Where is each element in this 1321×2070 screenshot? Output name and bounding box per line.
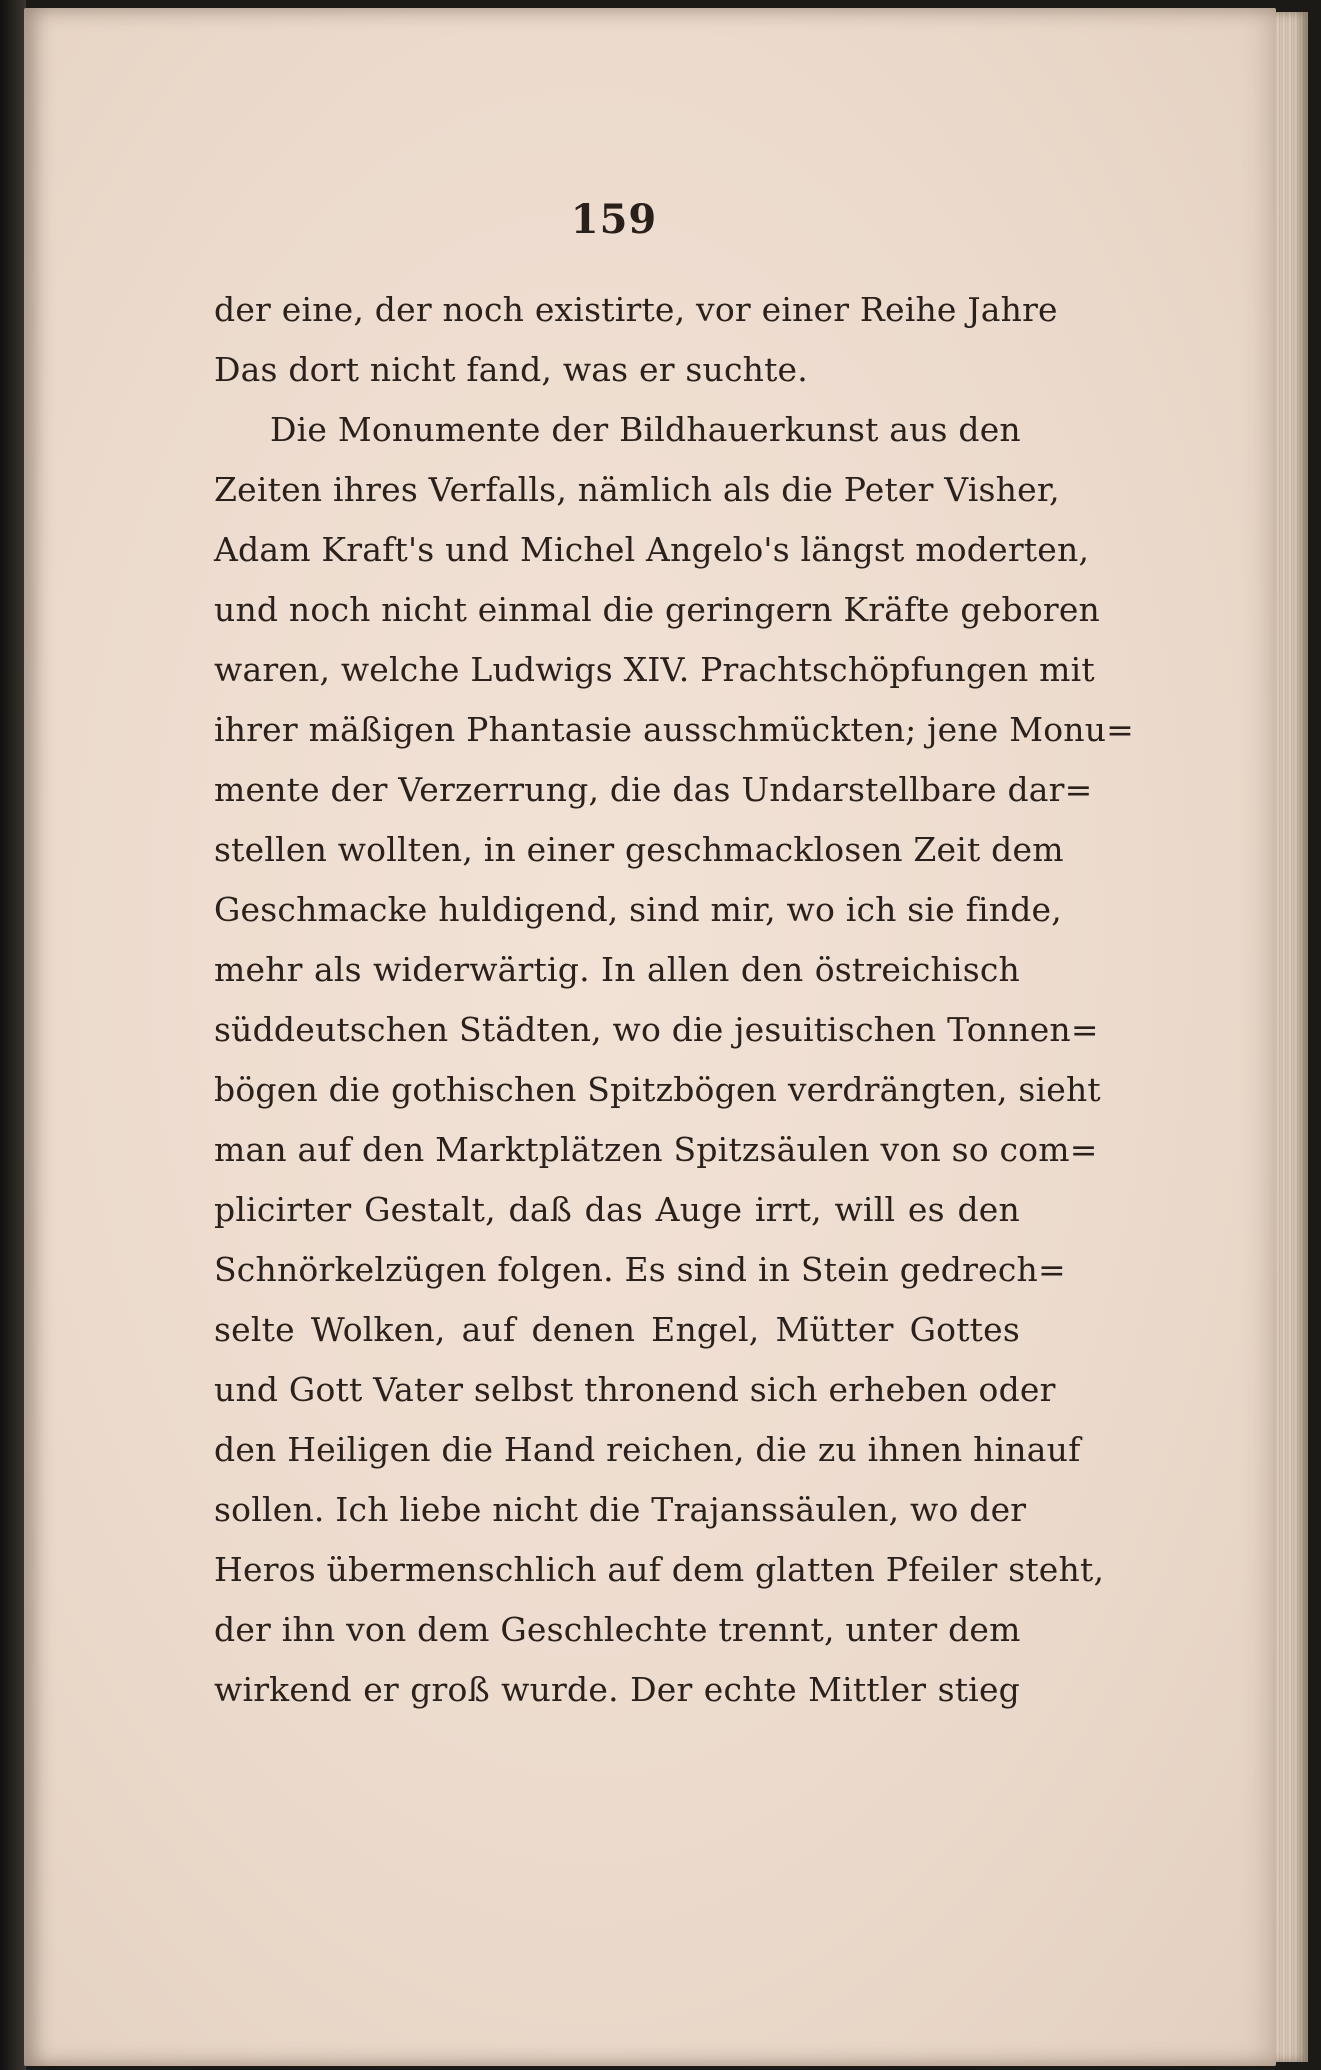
text-line: Heros übermenschlich auf dem glatten Pfeiler steht, <box>214 1550 1105 1589</box>
text-line: und Gott Vater selbst thronend sich erheben oder <box>214 1370 1056 1409</box>
text-line: man auf den Marktplätzen Spitzsäulen von so com= <box>214 1130 1098 1169</box>
text-line: Die Monumente der Bildhauerkunst aus den <box>270 410 1021 449</box>
text-line: plicirter Gestalt, daß das Auge irrt, will es den <box>214 1190 1020 1229</box>
text-line: den Heiligen die Hand reichen, die zu ihnen hinauf <box>214 1430 1081 1469</box>
text-line: Das dort nicht fand, was er suchte. <box>214 350 808 389</box>
text-line: sollen. Ich liebe nicht die Trajanssäulen, wo der <box>214 1490 1027 1529</box>
text-line: mente der Verzerrung, die das Undarstellbare dar= <box>214 770 1093 809</box>
page-number: 159 <box>570 196 658 243</box>
book-binding-edge <box>0 0 26 2070</box>
text-line: der eine, der noch existirte, vor einer Reihe Jahre <box>214 290 1058 329</box>
text-line: Schnörkelzügen folgen. Es sind in Stein gedrech= <box>214 1250 1066 1289</box>
body-text <box>214 280 1135 1720</box>
text-line: ihrer mäßigen Phantasie ausschmückten; jene Monu= <box>214 710 1135 749</box>
text-line: waren, welche Ludwigs XIV. Prachtschöpfungen mit <box>214 650 1095 689</box>
text-line: und noch nicht einmal die geringern Kräfte geboren <box>214 590 1101 629</box>
text-line: Adam Kraft's und Michel Angelo's längst moderten, <box>214 530 1090 569</box>
text-line: wirkend er groß wurde. Der echte Mittler stieg <box>214 1670 1020 1709</box>
text-line: selte Wolken, auf denen Engel, Mütter Gottes <box>214 1310 1020 1349</box>
text-line: stellen wollten, in einer geschmacklosen Zeit dem <box>214 830 1064 869</box>
text-line: bögen die gothischen Spitzbögen verdrängten, sieht <box>214 1070 1101 1109</box>
text-line: süddeutschen Städten, wo die jesuitischen Tonnen= <box>214 1010 1099 1049</box>
text-line: der ihn von dem Geschlechte trennt, unter dem <box>214 1610 1021 1649</box>
text-line: mehr als widerwärtig. In allen den östreichisch <box>214 950 1020 989</box>
text-line: Zeiten ihres Verfalls, nämlich als die Peter Visher, <box>214 470 1060 509</box>
text-line: Geschmacke huldigend, sind mir, wo ich sie finde, <box>214 890 1062 929</box>
book-page <box>24 8 1276 2066</box>
